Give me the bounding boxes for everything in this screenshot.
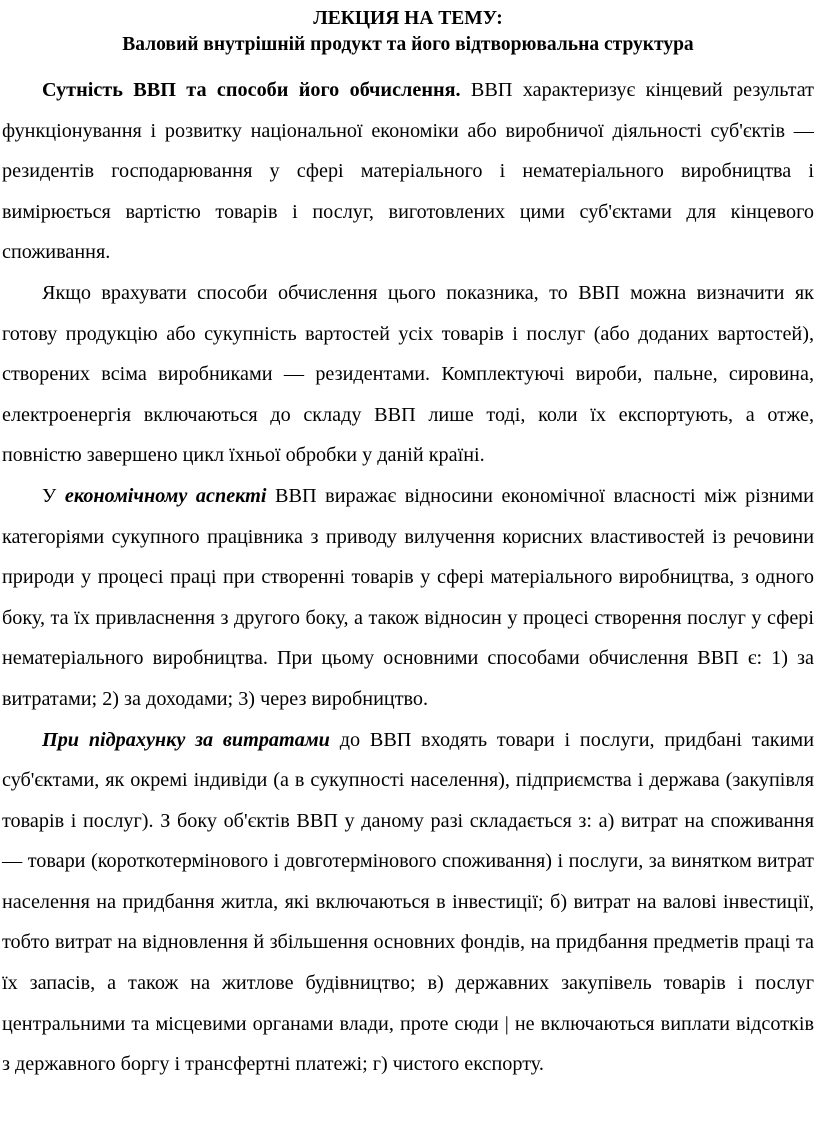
paragraph-expenditure-method: [2, 720, 814, 1085]
paragraph-prefix: У: [42, 484, 65, 507]
paragraph-text: до ВВП входять товари і послуги, придбані такими суб'єктами, як окремі індивіди (а в сукупності населення), підприємства і держава (закупівля товарів і послуг). З боку об'єктів ВВП у даному разі складається з: а) витрат на споживання — товари (короткотермінового і довготермінового споживання) і послуги, за винятком витрат населення на придбання житла, які включаються в інвестиції; б) витрат на валові інвестиції, тобто витрат на відновлення й збільшення основних фондів, на придбання предметів праці та їх запасів, а також на житлове будівництво; в) державних закупівель товарів і послуг центральними та місцевими органами влади, проте сюди | не включаються виплати відсотків з державного боргу і трансфертні платежі; г) чистого експорту.: [2, 728, 815, 1076]
paragraph-lead-heading: Сутність ВВП та способи його обчислення.: [42, 79, 461, 101]
paragraph-emphasis: економічному аспекті: [64, 484, 267, 507]
paragraph-emphasis: При підрахунку за витратами: [42, 728, 330, 751]
paragraph-text: Якщо врахувати способи обчислення цього показника, то ВВП можна визначити як готову продукцію або сукупність вартостей усіх товарів і послуг (або доданих вартостей), створених всіма виробниками — резидентами. Комплектуючі вироби, пальне, сировина, електроенергія включаються до складу ВВП лише тоді, коли їх експортують, а отже, повністю завершено цикл їхньої обробки у даній країні.: [2, 281, 814, 467]
paragraph-calculation-methods: [2, 273, 814, 476]
paragraph-text: ВВП характеризує кінцевий результат функціонування і розвитку національної економіки або виробничої діяльності суб'єктів — резидентів господарювання у сфері матеріального і нематеріального виробництва і вимірюється вартістю товарів і послуг, виготовлених цими суб'єктами для кінцевого споживання.: [2, 79, 814, 264]
paragraph-gdp-essence: [2, 70, 814, 273]
paragraph-economic-aspect: [2, 476, 814, 720]
paragraph-text: ВВП виражає відносини економічної власності між різними категоріями сукупного працівника з приводу вилучення корисних властивостей із речовини природи у процесі праці при створенні товарів у сфері матеріального виробництва, з одного боку, та їх привласнення з другого боку, а також відносин у процесі створення послуг у сфері нематеріального виробництва. При цьому основними способами обчислення ВВП є: 1) за витратами; 2) за доходами; 3) через виробництво.: [2, 484, 814, 710]
lecture-heading: ЛЕКЦИЯ НА ТЕМУ:: [313, 8, 503, 29]
lecture-topic: Валовий внутрішній продукт та його відтворювальна структура: [122, 34, 694, 55]
